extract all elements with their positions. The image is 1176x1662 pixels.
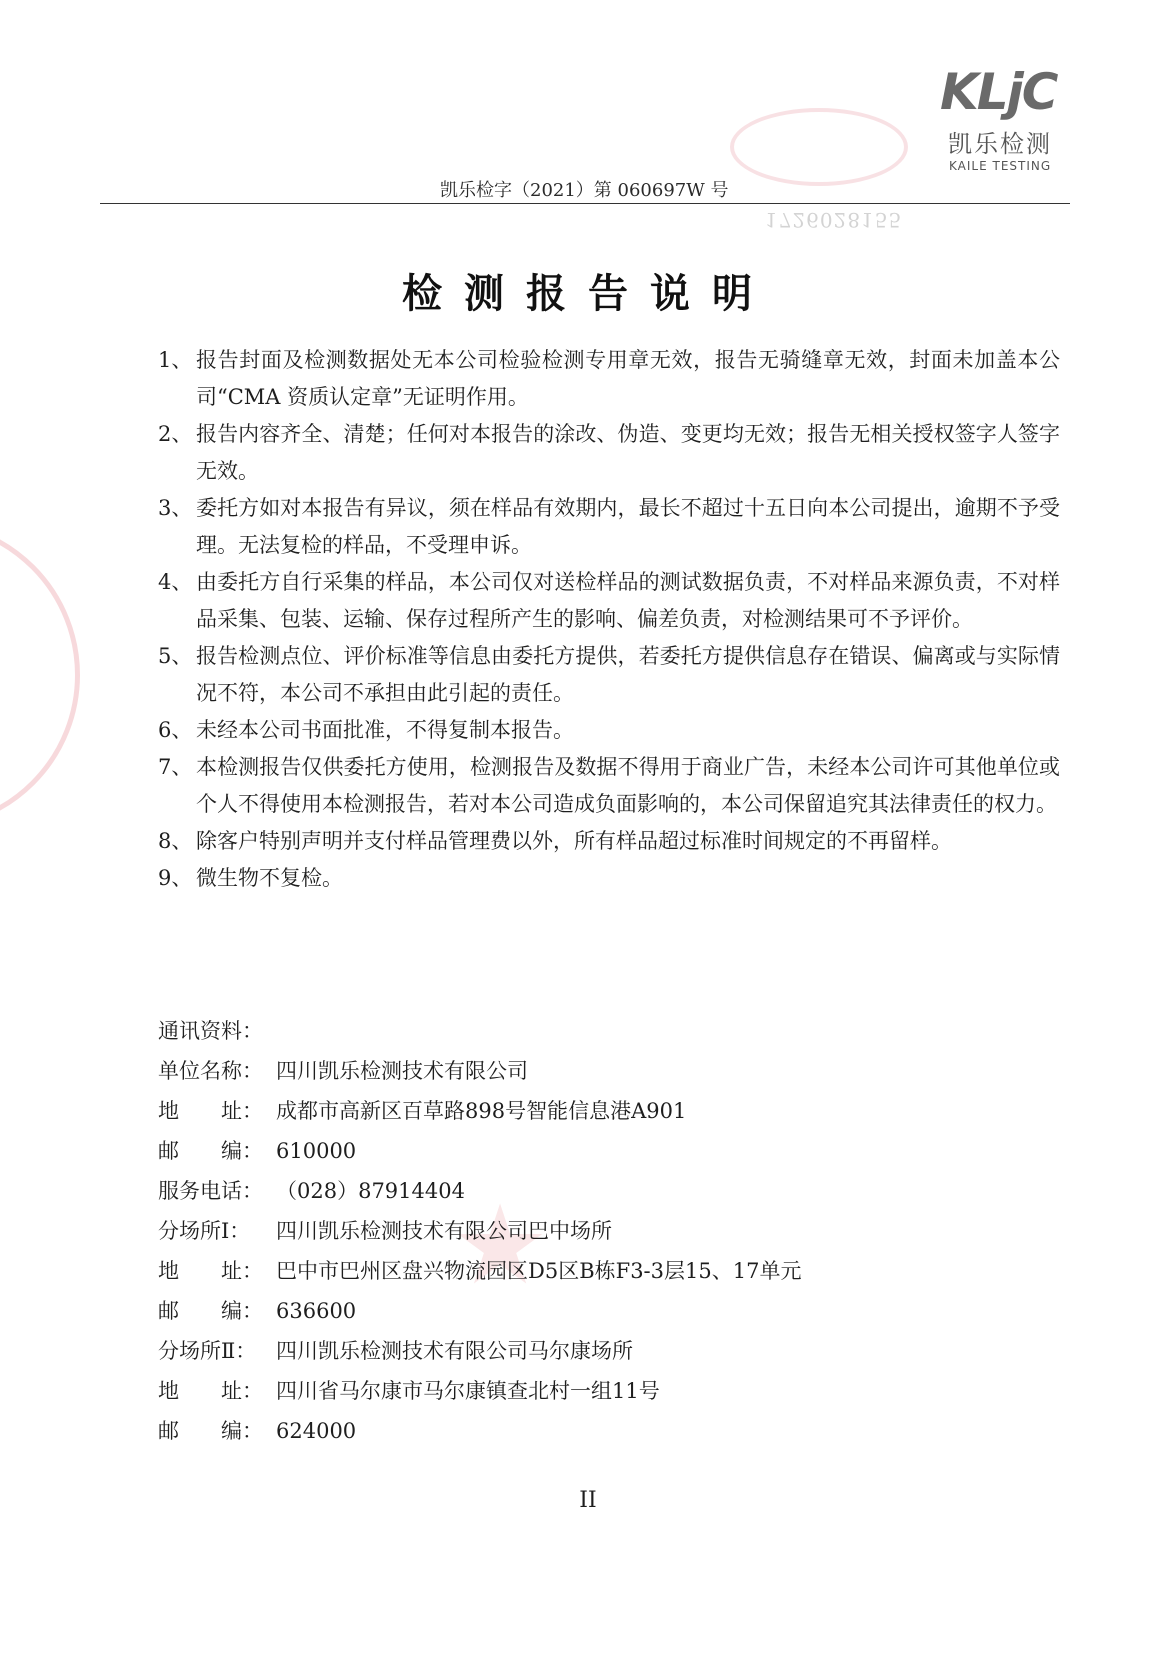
contact-value: 四川凯乐检测技术有限公司巴中场所 xyxy=(276,1219,612,1243)
logo-english-name: KAILE TESTING xyxy=(949,159,1052,173)
star-stamp-watermark: ★ xyxy=(450,1181,550,1309)
contact-section-title: 通讯资料： xyxy=(158,1019,263,1043)
header-divider xyxy=(100,203,1070,204)
contact-row xyxy=(158,1291,1060,1331)
contact-value: 636600 xyxy=(276,1299,357,1323)
contact-row xyxy=(158,1091,1060,1131)
notice-item xyxy=(158,564,1060,638)
notice-item xyxy=(158,490,1060,564)
contact-row xyxy=(158,1131,1060,1171)
notice-number: 8、 xyxy=(158,829,193,853)
notice-number: 2、 xyxy=(158,422,193,446)
contact-label: 分场所Ⅱ： xyxy=(158,1339,257,1363)
notice-text: 委托方如对本报告有异议，须在样品有效期内，最长不超过十五日向本公司提出，逾期不予受理。无法复检的样品，不受理申诉。 xyxy=(196,496,1060,557)
contact-value: 巴中市巴州区盘兴物流园区D5区B栋F3-3层15、17单元 xyxy=(276,1259,802,1283)
contact-value: 624000 xyxy=(276,1419,357,1443)
contact-row xyxy=(158,1251,1060,1291)
notice-item xyxy=(158,416,1060,490)
contact-row xyxy=(158,1211,1060,1251)
contact-value: 610000 xyxy=(276,1139,357,1163)
contact-value: 四川省马尔康市马尔康镇查北村一组11号 xyxy=(276,1379,660,1403)
notice-text: 本检测报告仅供委托方使用，检测报告及数据不得用于商业广告，未经本公司许可其他单位或个人不得使用本检测报告，若对本公司造成负面影响的，本公司保留追究其法律责任的权力。 xyxy=(196,755,1060,816)
contact-row xyxy=(158,1051,1060,1091)
notice-number: 6、 xyxy=(158,718,193,742)
contact-value: 成都市高新区百草路898号智能信息港A901 xyxy=(276,1099,687,1123)
company-logo xyxy=(928,63,1088,184)
contact-value: 四川凯乐检测技术有限公司 xyxy=(276,1059,528,1083)
notice-text: 除客户特别声明并支付样品管理费以外，所有样品超过标准时间规定的不再留样。 xyxy=(196,829,952,853)
contact-label: 邮 编： xyxy=(158,1419,263,1443)
contact-label: 邮 编： xyxy=(158,1299,263,1323)
contact-row xyxy=(158,1331,1060,1371)
red-seal-stamp xyxy=(0,520,80,830)
notice-text: 微生物不复检。 xyxy=(196,866,343,890)
logo-chinese-name: 凯乐检测 xyxy=(948,130,1052,158)
notice-number: 9、 xyxy=(158,866,193,890)
contact-label: 分场所Ⅰ： xyxy=(158,1219,251,1243)
contact-label: 地 址： xyxy=(158,1259,263,1283)
contact-value: 四川凯乐检测技术有限公司马尔康场所 xyxy=(276,1339,633,1363)
notice-item xyxy=(158,823,1060,860)
notice-text: 报告内容齐全、清楚；任何对本报告的涂改、伪造、变更均无效；报告无相关授权签字人签字无效。 xyxy=(196,422,1060,483)
notice-item xyxy=(158,860,1060,897)
notice-item xyxy=(158,342,1060,416)
notice-item xyxy=(158,638,1060,712)
contact-row xyxy=(158,1411,1060,1451)
notice-text: 报告封面及检测数据处无本公司检验检测专用章无效，报告无骑缝章无效，封面未加盖本公司“CMA 资质认定章”无证明作用。 xyxy=(196,348,1060,409)
logo-mark: KLjC xyxy=(940,63,1057,121)
contact-label: 邮 编： xyxy=(158,1139,263,1163)
contact-label: 地 址： xyxy=(158,1379,263,1403)
notice-number: 1、 xyxy=(158,348,193,372)
notice-text: 报告检测点位、评价标准等信息由委托方提供，若委托方提供信息存在错误、偏离或与实际情况不符，本公司不承担由此引起的责任。 xyxy=(196,644,1060,705)
page-title: 检测报告说明 xyxy=(402,270,774,317)
notice-number: 5、 xyxy=(158,644,193,668)
notice-number: 3、 xyxy=(158,496,193,520)
page-number: II xyxy=(579,1488,597,1513)
contact-row xyxy=(158,1171,1060,1211)
bleed-through-text: 1726028155 xyxy=(765,208,903,232)
notice-item xyxy=(158,712,1060,749)
contact-row xyxy=(158,1371,1060,1411)
notice-number: 4、 xyxy=(158,570,193,594)
contact-label: 服务电话： xyxy=(158,1179,263,1203)
report-number: 凯乐检字（2021）第 060697W 号 xyxy=(440,180,729,201)
red-seal-stamp-faint xyxy=(730,108,908,186)
contact-info xyxy=(158,1011,1060,1451)
notice-number: 7、 xyxy=(158,755,193,779)
contact-label: 地 址： xyxy=(158,1099,263,1123)
contact-value: （028）87914404 xyxy=(276,1179,465,1203)
contact-label: 单位名称： xyxy=(158,1059,263,1083)
notice-item xyxy=(158,749,1060,823)
notice-list xyxy=(158,342,1060,897)
notice-text: 未经本公司书面批准，不得复制本报告。 xyxy=(196,718,574,742)
notice-text: 由委托方自行采集的样品，本公司仅对送检样品的测试数据负责，不对样品来源负责，不对样品采集、包装、运输、保存过程所产生的影响、偏差负责，对检测结果可不予评价。 xyxy=(196,570,1060,631)
